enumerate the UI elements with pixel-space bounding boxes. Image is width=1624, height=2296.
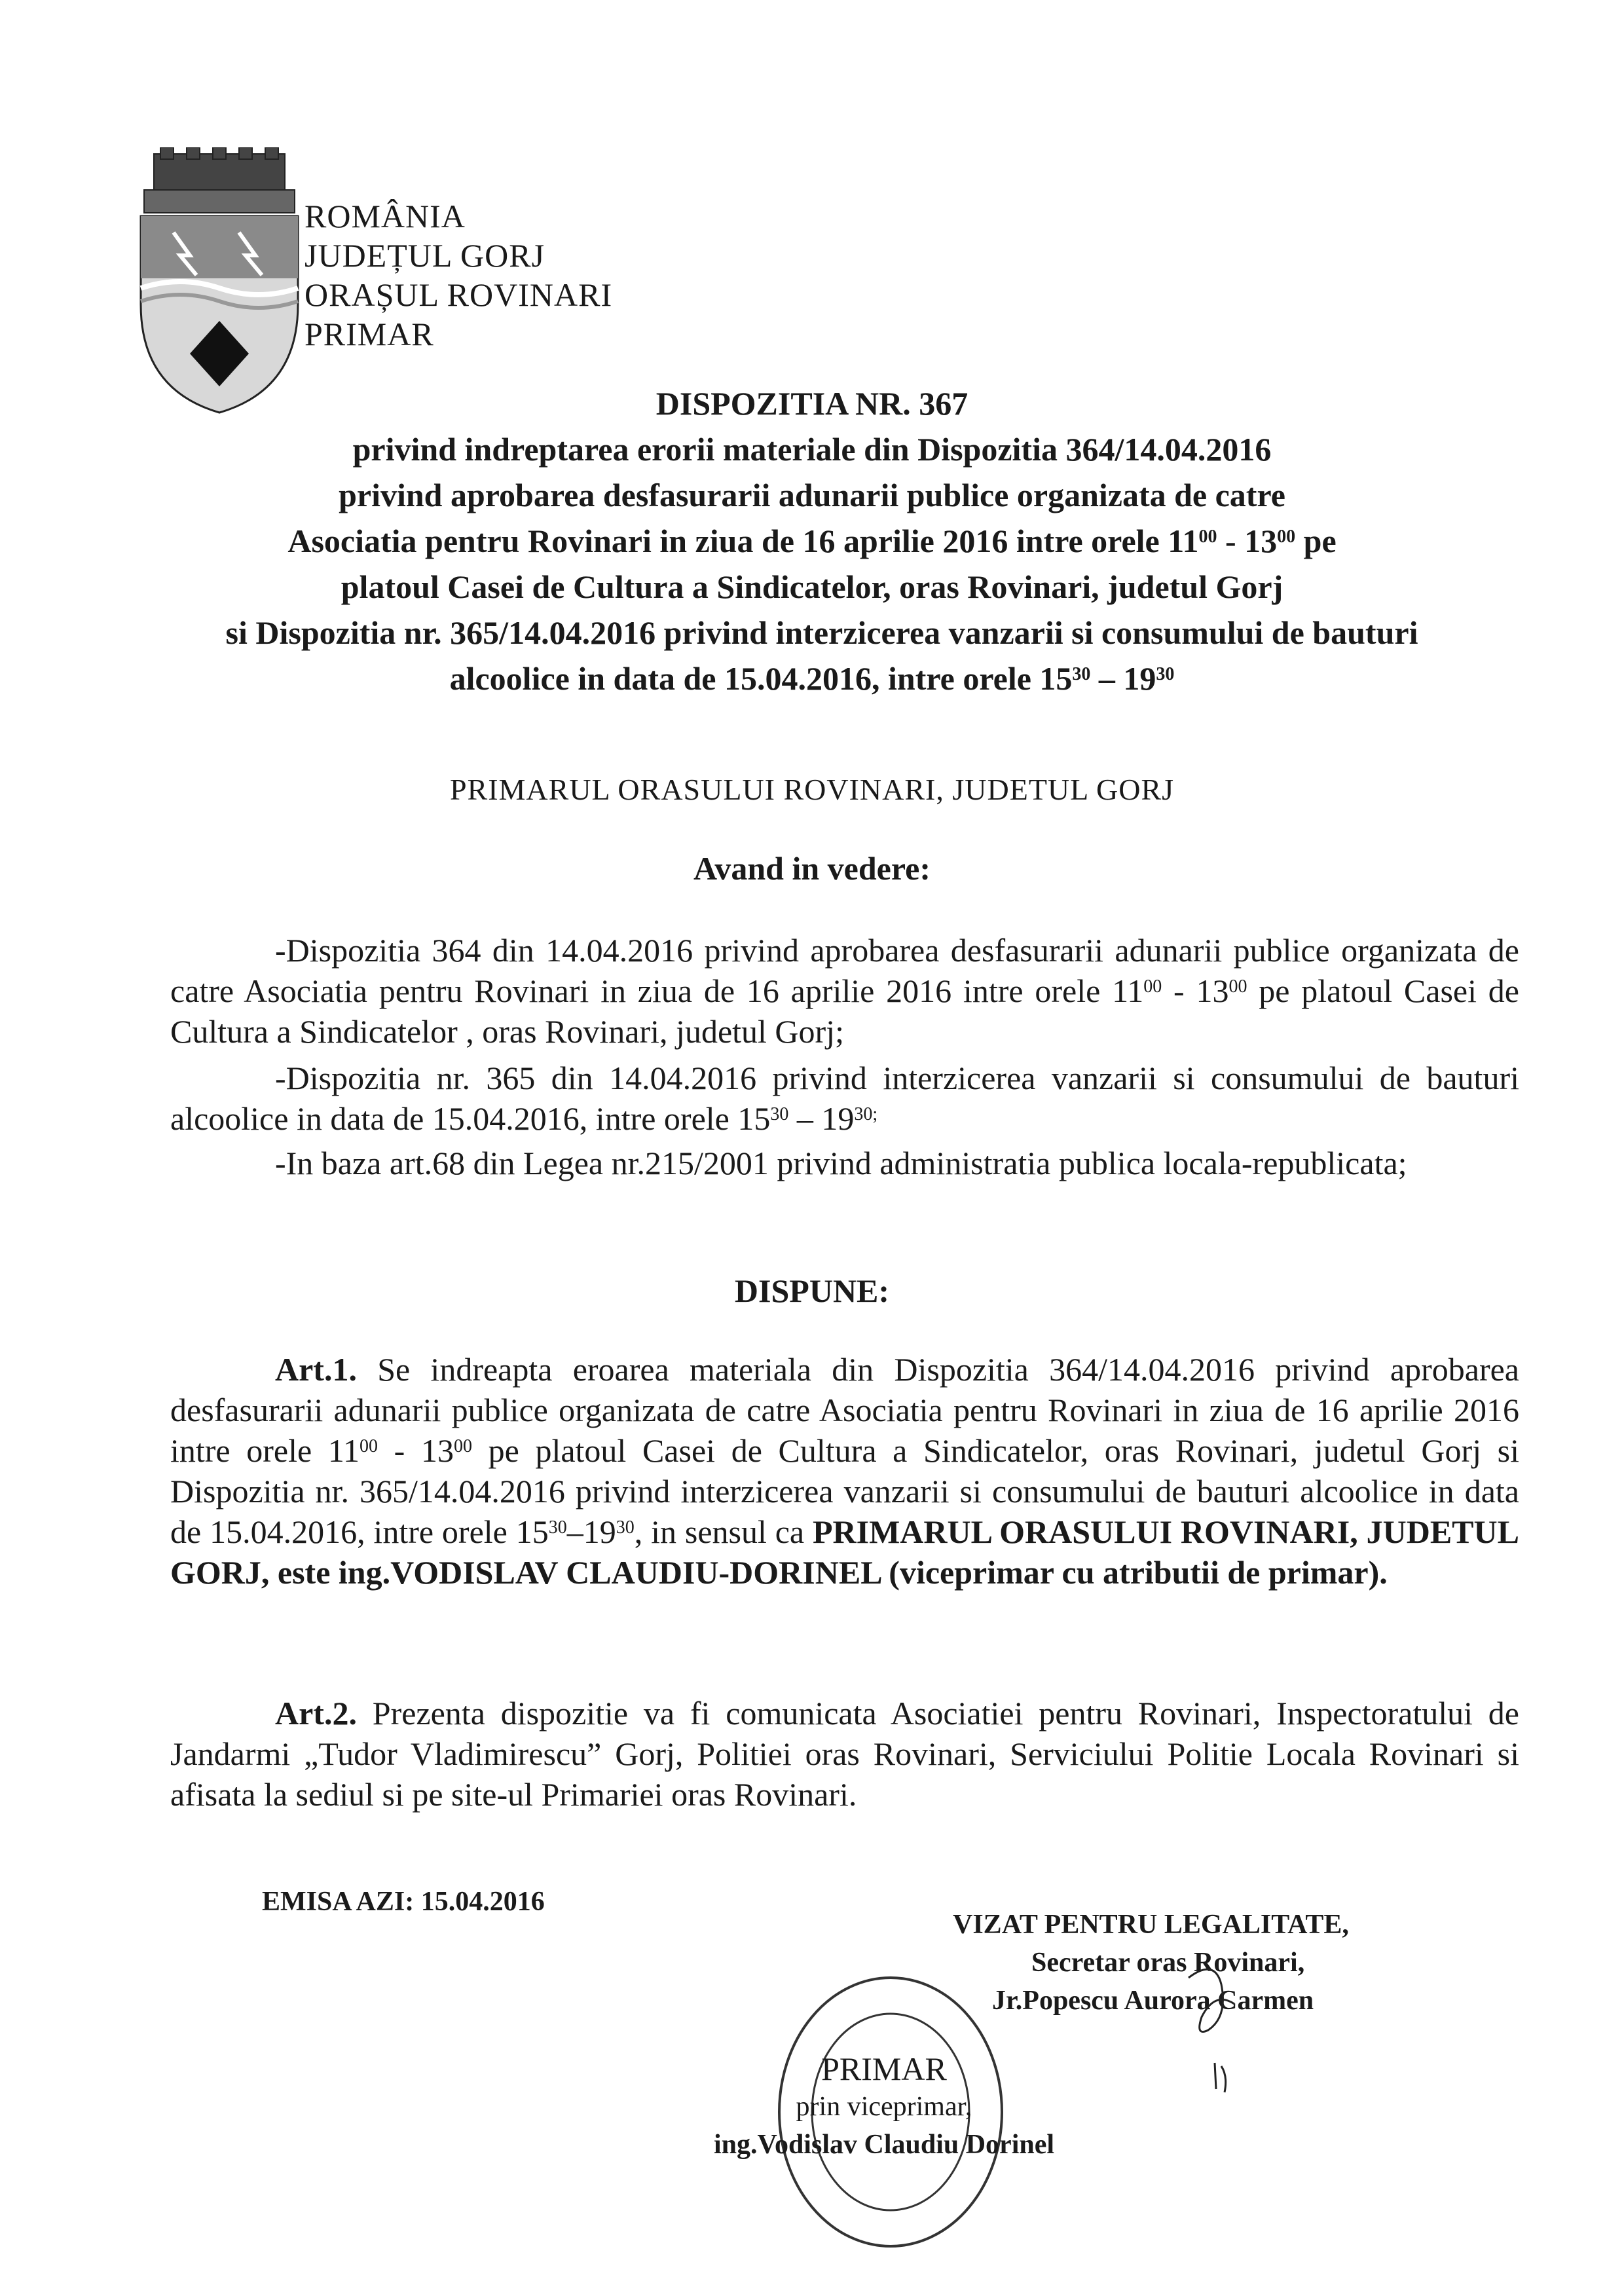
title-line-1: privind indreptarea erorii materiale din Dispozitia 364/14.04.2016 <box>352 431 1272 468</box>
header-office: PRIMAR <box>304 316 434 352</box>
header-town: ORAȘUL ROVINARI <box>304 276 613 313</box>
legal-line-3: Jr.Popescu Aurora Carmen <box>992 1986 1314 2016</box>
considering-item-3: -In baza art.68 din Legea nr.215/2001 privind administratia publica locala-republicata; <box>275 1145 1407 1181</box>
legal-line-1: VIZAT PENTRU LEGALITATE, <box>953 1910 1349 1940</box>
mayor-line-2: prin viceprimar, <box>796 2092 972 2122</box>
title-line-4: platoul Casei de Cultura a Sindicatelor, oras Rovinari, judetul Gorj <box>341 568 1283 605</box>
disposition-number: DISPOZITIA NR. 367 <box>655 385 969 422</box>
legal-approval <box>953 1906 1349 2020</box>
considering-heading: Avand in vedere: <box>693 850 931 887</box>
legal-line-2: Secretar oras Rovinari, <box>1031 1948 1305 1978</box>
considering-item-2: -Dispozitia nr. 365 din 14.04.2016 privind interzicerea vanzarii si consumului de bauturi alcoolice in data de 15.04.2016, intre orele $15^{30} - 19^{30;}$ <box>170 1060 1519 1137</box>
mayor-name: ing.Vodislav Claudiu Dorinel <box>713 2130 1055 2160</box>
considering-item-1: -Dispozitia 364 din 14.04.2016 privind aprobarea desfasurarii adunarii publice organizata de catre Asociatia pentru Rovinari in ziua de 16 aprilie 2016 intre orele $11^{00} - 13^{00}$ pe platoul Casei de Cultura a Sindicatelor , oras Rovinari, judetul Gorj; <box>170 932 1519 1050</box>
title-line-5: si Dispozitia nr. 365/14.04.2016 privind interzicerea vanzarii si consumului de bauturi <box>225 614 1418 651</box>
coat-of-arms-crest <box>134 147 304 416</box>
header-county: JUDEȚUL GORJ <box>304 237 545 274</box>
title-line-3: Asociatia pentru Rovinari in ziua de 16 aprilie 2016 intre orele $11^{00} - 13^{00}$ pe <box>287 523 1337 559</box>
article-2: Art.2. Prezenta dispozitie va fi comunicata Asociatiei pentru Rovinari, Inspectoratului de Jandarmi „Tudor Vladimirescu” Gorj, Politiei oras Rovinari, Serviciului Politie Locala Rovinari si afisata la sediul si pe site-ul Primariei oras Rovinari. <box>170 1695 1519 1813</box>
title-line-6: alcoolice in data de 15.04.2016, intre orele $15^{30} - 19^{30}$ <box>449 660 1175 697</box>
handwritten-signature <box>1175 1965 1254 2096</box>
issued-date: EMISA AZI: 15.04.2016 <box>262 1887 545 1917</box>
authority-heading: PRIMARUL ORASULUI ROVINARI, JUDETUL GORJ <box>449 773 1175 806</box>
mayor-title: PRIMAR <box>821 2050 947 2087</box>
dispune-heading: DISPUNE: <box>734 1272 890 1309</box>
mayor-signature-block <box>655 2050 1113 2164</box>
article-1: Art.1. Se indreapta eroarea materiala din Dispozitia 364/14.04.2016 privind aprobarea desfasurarii adunarii publice organizata de catre Asociatia pentru Rovinari in ziua de 16 aprilie 2016 intre orele $11^{00} - 13^{00}$ pe platoul Casei de Cultura a Sindicatelor, oras Rovinari, judetul Gorj si Dispozitia nr. 365/14.04.2016 privind interzicerea vanzarii si consumului de bauturi alcoolice in data de 15.04.2016, intre orele $15^{30}-19^{30}$, in sensul ca PRIMARUL ORASULUI ROVINARI, JUDETUL GORJ, este ing.VODISLAV CLAUDIU-DORINEL (viceprimar cu atributii de primar). <box>170 1351 1519 1591</box>
title-line-2: privind aprobarea desfasurarii adunarii publice organizata de catre <box>339 477 1285 513</box>
header-country: ROMÂNIA <box>304 198 466 234</box>
